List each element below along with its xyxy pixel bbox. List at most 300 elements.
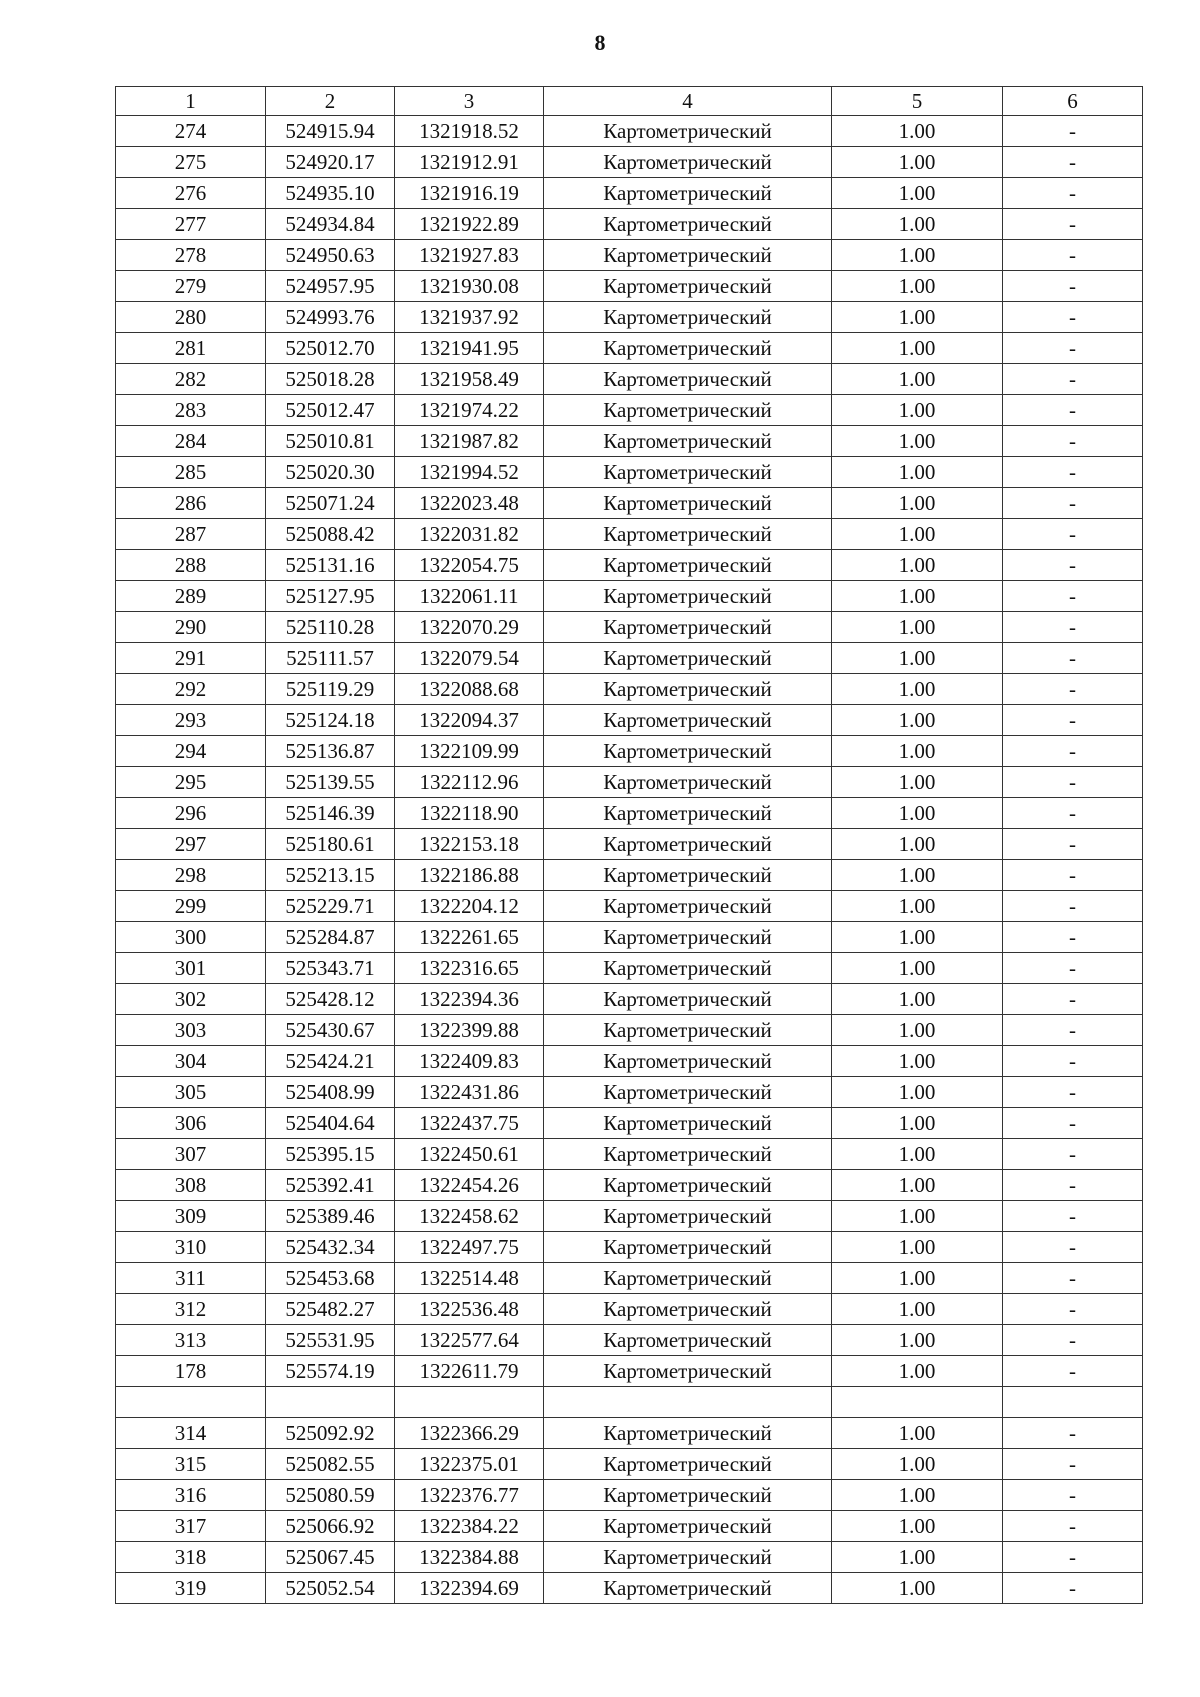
x-coordinate-cell: 525127.95 [266,581,395,612]
y-coordinate-cell: 1322094.37 [395,705,544,736]
accuracy-cell: 1.00 [832,1542,1003,1573]
point-number-cell: 308 [116,1170,266,1201]
point-number-cell: 311 [116,1263,266,1294]
column-header-4: 4 [544,87,832,116]
method-cell: Картометрический [544,1418,832,1449]
accuracy-cell: 1.00 [832,1201,1003,1232]
x-coordinate-cell: 525428.12 [266,984,395,1015]
note-cell: - [1003,1046,1143,1077]
note-cell: - [1003,1418,1143,1449]
accuracy-cell: 1.00 [832,302,1003,333]
table-row [116,953,1143,984]
empty-cell [832,1387,1003,1418]
accuracy-cell: 1.00 [832,798,1003,829]
note-cell: - [1003,1170,1143,1201]
table-row [116,1232,1143,1263]
note-cell: - [1003,488,1143,519]
y-coordinate-cell: 1322384.88 [395,1542,544,1573]
table-row [116,1511,1143,1542]
method-cell: Картометрический [544,178,832,209]
method-cell: Картометрический [544,612,832,643]
table-row [116,1201,1143,1232]
table-row [116,550,1143,581]
x-coordinate-cell: 525139.55 [266,767,395,798]
x-coordinate-cell: 525146.39 [266,798,395,829]
table-row [116,178,1143,209]
x-coordinate-cell: 524934.84 [266,209,395,240]
point-number-cell: 285 [116,457,266,488]
accuracy-cell: 1.00 [832,705,1003,736]
table-row [116,333,1143,364]
table-row [116,147,1143,178]
x-coordinate-cell: 525574.19 [266,1356,395,1387]
method-cell: Картометрический [544,1108,832,1139]
table-row [116,1325,1143,1356]
x-coordinate-cell: 525180.61 [266,829,395,860]
note-cell: - [1003,612,1143,643]
y-coordinate-cell: 1322514.48 [395,1263,544,1294]
note-cell: - [1003,953,1143,984]
x-coordinate-cell: 525012.70 [266,333,395,364]
table-row [116,891,1143,922]
empty-cell [266,1387,395,1418]
method-cell: Картометрический [544,674,832,705]
x-coordinate-cell: 525088.42 [266,519,395,550]
x-coordinate-cell: 525408.99 [266,1077,395,1108]
y-coordinate-cell: 1322031.82 [395,519,544,550]
y-coordinate-cell: 1322261.65 [395,922,544,953]
point-number-cell: 310 [116,1232,266,1263]
x-coordinate-cell: 525020.30 [266,457,395,488]
y-coordinate-cell: 1322118.90 [395,798,544,829]
note-cell: - [1003,457,1143,488]
note-cell: - [1003,1511,1143,1542]
y-coordinate-cell: 1322070.29 [395,612,544,643]
point-number-cell: 291 [116,643,266,674]
y-coordinate-cell: 1322316.65 [395,953,544,984]
method-cell: Картометрический [544,519,832,550]
note-cell: - [1003,1139,1143,1170]
x-coordinate-cell: 525082.55 [266,1449,395,1480]
note-cell: - [1003,1201,1143,1232]
accuracy-cell: 1.00 [832,1015,1003,1046]
note-cell: - [1003,178,1143,209]
x-coordinate-cell: 525111.57 [266,643,395,674]
note-cell: - [1003,1480,1143,1511]
method-cell: Картометрический [544,550,832,581]
y-coordinate-cell: 1322375.01 [395,1449,544,1480]
accuracy-cell: 1.00 [832,1480,1003,1511]
note-cell: - [1003,147,1143,178]
method-cell: Картометрический [544,1573,832,1604]
method-cell: Картометрический [544,1480,832,1511]
x-coordinate-cell: 524920.17 [266,147,395,178]
table-row [116,209,1143,240]
point-number-cell: 300 [116,922,266,953]
table-row [116,1139,1143,1170]
note-cell: - [1003,581,1143,612]
x-coordinate-cell: 525395.15 [266,1139,395,1170]
method-cell: Картометрический [544,767,832,798]
method-cell: Картометрический [544,984,832,1015]
x-coordinate-cell: 524957.95 [266,271,395,302]
x-coordinate-cell: 525424.21 [266,1046,395,1077]
accuracy-cell: 1.00 [832,1325,1003,1356]
note-cell: - [1003,209,1143,240]
point-number-cell: 315 [116,1449,266,1480]
note-cell: - [1003,395,1143,426]
table-row [116,364,1143,395]
method-cell: Картометрический [544,1263,832,1294]
x-coordinate-cell: 525389.46 [266,1201,395,1232]
method-cell: Картометрический [544,922,832,953]
accuracy-cell: 1.00 [832,736,1003,767]
point-number-cell: 281 [116,333,266,364]
note-cell: - [1003,891,1143,922]
method-cell: Картометрический [544,1542,832,1573]
point-number-cell: 296 [116,798,266,829]
x-coordinate-cell: 525071.24 [266,488,395,519]
x-coordinate-cell: 525531.95 [266,1325,395,1356]
y-coordinate-cell: 1321918.52 [395,116,544,147]
y-coordinate-cell: 1321930.08 [395,271,544,302]
point-number-cell: 302 [116,984,266,1015]
method-cell: Картометрический [544,736,832,767]
note-cell: - [1003,984,1143,1015]
table-row [116,643,1143,674]
table-row [116,829,1143,860]
y-coordinate-cell: 1321941.95 [395,333,544,364]
y-coordinate-cell: 1321927.83 [395,240,544,271]
table-row [116,1294,1143,1325]
table-row [116,922,1143,953]
x-coordinate-cell: 524993.76 [266,302,395,333]
y-coordinate-cell: 1322450.61 [395,1139,544,1170]
point-number-cell: 288 [116,550,266,581]
point-number-cell: 278 [116,240,266,271]
y-coordinate-cell: 1321922.89 [395,209,544,240]
note-cell: - [1003,302,1143,333]
table-row [116,1015,1143,1046]
method-cell: Картометрический [544,860,832,891]
accuracy-cell: 1.00 [832,1077,1003,1108]
note-cell: - [1003,1542,1143,1573]
y-coordinate-cell: 1322054.75 [395,550,544,581]
point-number-cell: 289 [116,581,266,612]
table-body [116,116,1143,1604]
column-header-1: 1 [116,87,266,116]
accuracy-cell: 1.00 [832,984,1003,1015]
point-number-cell: 305 [116,1077,266,1108]
table-row [116,705,1143,736]
accuracy-cell: 1.00 [832,1449,1003,1480]
x-coordinate-cell: 525284.87 [266,922,395,953]
x-coordinate-cell: 525092.92 [266,1418,395,1449]
method-cell: Картометрический [544,488,832,519]
accuracy-cell: 1.00 [832,333,1003,364]
y-coordinate-cell: 1322376.77 [395,1480,544,1511]
accuracy-cell: 1.00 [832,457,1003,488]
y-coordinate-cell: 1321912.91 [395,147,544,178]
note-cell: - [1003,705,1143,736]
y-coordinate-cell: 1322394.36 [395,984,544,1015]
method-cell: Картометрический [544,364,832,395]
x-coordinate-cell: 525080.59 [266,1480,395,1511]
empty-cell [544,1387,832,1418]
table-row [116,1077,1143,1108]
point-number-cell: 299 [116,891,266,922]
x-coordinate-cell: 525404.64 [266,1108,395,1139]
x-coordinate-cell: 525018.28 [266,364,395,395]
accuracy-cell: 1.00 [832,116,1003,147]
y-coordinate-cell: 1322088.68 [395,674,544,705]
table-row [116,1356,1143,1387]
x-coordinate-cell: 525430.67 [266,1015,395,1046]
table-row [116,240,1143,271]
point-number-cell: 294 [116,736,266,767]
y-coordinate-cell: 1322079.54 [395,643,544,674]
method-cell: Картометрический [544,1356,832,1387]
method-cell: Картометрический [544,147,832,178]
y-coordinate-cell: 1322409.83 [395,1046,544,1077]
x-coordinate-cell: 525136.87 [266,736,395,767]
accuracy-cell: 1.00 [832,612,1003,643]
method-cell: Картометрический [544,1232,832,1263]
accuracy-cell: 1.00 [832,1170,1003,1201]
table-row [116,1046,1143,1077]
table-row [116,674,1143,705]
table-row [116,426,1143,457]
x-coordinate-cell: 525453.68 [266,1263,395,1294]
point-number-cell: 274 [116,116,266,147]
table-row [116,984,1143,1015]
point-number-cell: 293 [116,705,266,736]
x-coordinate-cell: 525067.45 [266,1542,395,1573]
point-number-cell: 319 [116,1573,266,1604]
method-cell: Картометрический [544,395,832,426]
blank-separator-row [116,1387,1143,1418]
x-coordinate-cell: 525131.16 [266,550,395,581]
note-cell: - [1003,550,1143,581]
y-coordinate-cell: 1322431.86 [395,1077,544,1108]
point-number-cell: 284 [116,426,266,457]
note-cell: - [1003,1573,1143,1604]
method-cell: Картометрический [544,953,832,984]
method-cell: Картометрический [544,333,832,364]
table-row [116,581,1143,612]
accuracy-cell: 1.00 [832,1232,1003,1263]
y-coordinate-cell: 1322186.88 [395,860,544,891]
method-cell: Картометрический [544,1449,832,1480]
note-cell: - [1003,1449,1143,1480]
x-coordinate-cell: 525066.92 [266,1511,395,1542]
accuracy-cell: 1.00 [832,178,1003,209]
accuracy-cell: 1.00 [832,891,1003,922]
note-cell: - [1003,1232,1143,1263]
note-cell: - [1003,116,1143,147]
y-coordinate-cell: 1322061.11 [395,581,544,612]
point-number-cell: 301 [116,953,266,984]
accuracy-cell: 1.00 [832,1108,1003,1139]
accuracy-cell: 1.00 [832,643,1003,674]
table-row [116,395,1143,426]
accuracy-cell: 1.00 [832,426,1003,457]
table-row [116,1480,1143,1511]
method-cell: Картометрический [544,302,832,333]
table-row [116,612,1143,643]
point-number-cell: 280 [116,302,266,333]
table-header-row [116,87,1143,116]
point-number-cell: 276 [116,178,266,209]
empty-cell [395,1387,544,1418]
method-cell: Картометрический [544,705,832,736]
table-row [116,302,1143,333]
accuracy-cell: 1.00 [832,1573,1003,1604]
point-number-cell: 309 [116,1201,266,1232]
method-cell: Картометрический [544,426,832,457]
y-coordinate-cell: 1322112.96 [395,767,544,798]
point-number-cell: 286 [116,488,266,519]
point-number-cell: 313 [116,1325,266,1356]
method-cell: Картометрический [544,1139,832,1170]
accuracy-cell: 1.00 [832,240,1003,271]
x-coordinate-cell: 525482.27 [266,1294,395,1325]
point-number-cell: 318 [116,1542,266,1573]
point-number-cell: 307 [116,1139,266,1170]
point-number-cell: 295 [116,767,266,798]
note-cell: - [1003,860,1143,891]
y-coordinate-cell: 1322399.88 [395,1015,544,1046]
y-coordinate-cell: 1322384.22 [395,1511,544,1542]
table-row [116,116,1143,147]
coordinates-table [115,86,1143,1604]
point-number-cell: 283 [116,395,266,426]
note-cell: - [1003,1325,1143,1356]
page-number: 8 [594,30,606,55]
point-number-cell: 287 [116,519,266,550]
note-cell: - [1003,240,1143,271]
x-coordinate-cell: 525110.28 [266,612,395,643]
point-number-cell: 312 [116,1294,266,1325]
method-cell: Картометрический [544,1046,832,1077]
x-coordinate-cell: 525010.81 [266,426,395,457]
method-cell: Картометрический [544,581,832,612]
table-row [116,1573,1143,1604]
method-cell: Картометрический [544,240,832,271]
accuracy-cell: 1.00 [832,1263,1003,1294]
note-cell: - [1003,333,1143,364]
note-cell: - [1003,1294,1143,1325]
point-number-cell: 314 [116,1418,266,1449]
empty-cell [1003,1387,1143,1418]
x-coordinate-cell: 525119.29 [266,674,395,705]
y-coordinate-cell: 1321958.49 [395,364,544,395]
x-coordinate-cell: 525012.47 [266,395,395,426]
point-number-cell: 292 [116,674,266,705]
accuracy-cell: 1.00 [832,488,1003,519]
note-cell: - [1003,643,1143,674]
table-row [116,1449,1143,1480]
x-coordinate-cell: 525432.34 [266,1232,395,1263]
table-row [116,271,1143,302]
method-cell: Картометрический [544,1325,832,1356]
note-cell: - [1003,1263,1143,1294]
y-coordinate-cell: 1321987.82 [395,426,544,457]
y-coordinate-cell: 1322458.62 [395,1201,544,1232]
note-cell: - [1003,271,1143,302]
note-cell: - [1003,364,1143,395]
table-row [116,798,1143,829]
empty-cell [116,1387,266,1418]
note-cell: - [1003,674,1143,705]
y-coordinate-cell: 1321916.19 [395,178,544,209]
x-coordinate-cell: 525124.18 [266,705,395,736]
y-coordinate-cell: 1322577.64 [395,1325,544,1356]
accuracy-cell: 1.00 [832,1139,1003,1170]
accuracy-cell: 1.00 [832,271,1003,302]
y-coordinate-cell: 1322023.48 [395,488,544,519]
note-cell: - [1003,922,1143,953]
accuracy-cell: 1.00 [832,1511,1003,1542]
note-cell: - [1003,1015,1143,1046]
table-row [116,1108,1143,1139]
accuracy-cell: 1.00 [832,519,1003,550]
method-cell: Картометрический [544,1015,832,1046]
point-number-cell: 275 [116,147,266,178]
point-number-cell: 290 [116,612,266,643]
accuracy-cell: 1.00 [832,550,1003,581]
y-coordinate-cell: 1322366.29 [395,1418,544,1449]
method-cell: Картометрический [544,116,832,147]
point-number-cell: 277 [116,209,266,240]
table-row [116,1263,1143,1294]
method-cell: Картометрический [544,457,832,488]
x-coordinate-cell: 524950.63 [266,240,395,271]
accuracy-cell: 1.00 [832,364,1003,395]
point-number-cell: 279 [116,271,266,302]
table-row [116,457,1143,488]
method-cell: Картометрический [544,1170,832,1201]
method-cell: Картометрический [544,1511,832,1542]
point-number-cell: 316 [116,1480,266,1511]
y-coordinate-cell: 1322497.75 [395,1232,544,1263]
accuracy-cell: 1.00 [832,581,1003,612]
method-cell: Картометрический [544,1201,832,1232]
accuracy-cell: 1.00 [832,1046,1003,1077]
point-number-cell: 306 [116,1108,266,1139]
method-cell: Картометрический [544,643,832,674]
x-coordinate-cell: 525343.71 [266,953,395,984]
y-coordinate-cell: 1321974.22 [395,395,544,426]
accuracy-cell: 1.00 [832,395,1003,426]
point-number-cell: 297 [116,829,266,860]
column-header-2: 2 [266,87,395,116]
accuracy-cell: 1.00 [832,922,1003,953]
y-coordinate-cell: 1322611.79 [395,1356,544,1387]
x-coordinate-cell: 524935.10 [266,178,395,209]
x-coordinate-cell: 525392.41 [266,1170,395,1201]
accuracy-cell: 1.00 [832,767,1003,798]
note-cell: - [1003,767,1143,798]
method-cell: Картометрический [544,829,832,860]
y-coordinate-cell: 1322204.12 [395,891,544,922]
point-number-cell: 317 [116,1511,266,1542]
point-number-cell: 178 [116,1356,266,1387]
accuracy-cell: 1.00 [832,860,1003,891]
point-number-cell: 298 [116,860,266,891]
accuracy-cell: 1.00 [832,1356,1003,1387]
table-row [116,488,1143,519]
